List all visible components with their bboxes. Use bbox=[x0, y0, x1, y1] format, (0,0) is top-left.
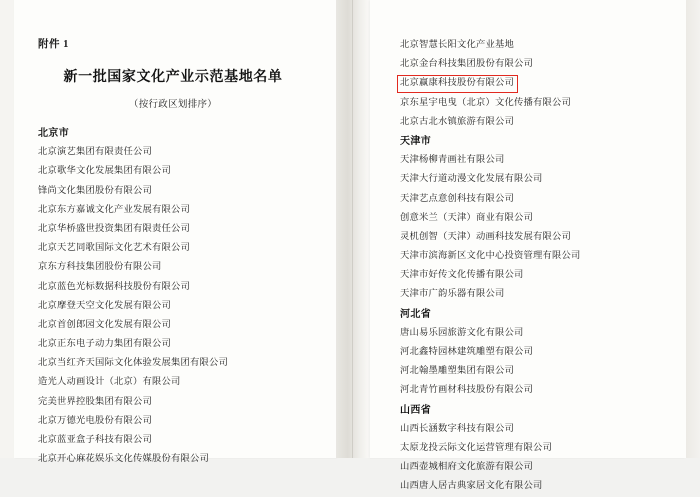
list-item bbox=[400, 190, 682, 209]
page-title: 新一批国家文化产业示范基地名单 bbox=[63, 70, 283, 85]
list-item bbox=[38, 278, 318, 297]
region-heading bbox=[38, 124, 318, 143]
region-heading-label: 山西省 bbox=[400, 404, 432, 416]
list-item bbox=[400, 343, 682, 362]
left-column-list bbox=[38, 124, 318, 469]
company-name: 北京蓝亚盒子科技有限公司 bbox=[38, 435, 152, 445]
list-item bbox=[400, 170, 682, 189]
list-item bbox=[400, 477, 682, 496]
company-name: 北京天艺同歌国际文化艺术有限公司 bbox=[38, 243, 190, 254]
company-name: 天津大行道动漫文化发展有限公司 bbox=[400, 174, 543, 185]
region-heading bbox=[400, 132, 682, 151]
region-heading bbox=[400, 401, 682, 420]
region-heading-label: 河北省 bbox=[400, 308, 432, 320]
list-item bbox=[400, 420, 682, 439]
company-name: 太原龙投云际文化运营管理有限公司 bbox=[400, 442, 552, 453]
list-item bbox=[400, 247, 682, 266]
list-item bbox=[38, 143, 318, 162]
right-column-list bbox=[400, 36, 682, 497]
company-name: 锋尚文化集团股份有限公司 bbox=[38, 185, 152, 196]
list-item bbox=[400, 228, 682, 247]
company-name: 北京当红齐天国际文化体验发展集团有限公司 bbox=[38, 358, 228, 369]
company-name: 北京正东电子动力集团有限公司 bbox=[38, 339, 171, 350]
company-name: 北京东方嘉诚文化产业发展有限公司 bbox=[38, 204, 190, 215]
list-item bbox=[38, 316, 318, 335]
list-item bbox=[400, 36, 682, 55]
region-heading-label: 北京市 bbox=[38, 128, 70, 139]
list-item bbox=[400, 94, 682, 113]
list-item bbox=[38, 258, 318, 277]
list-item bbox=[400, 439, 682, 458]
company-name: 天津杨柳青画社有限公司 bbox=[400, 155, 505, 166]
book-spine-line bbox=[352, 0, 353, 458]
list-item bbox=[38, 220, 318, 239]
region-heading-label: 天津市 bbox=[400, 135, 432, 147]
list-item bbox=[38, 162, 318, 181]
company-name: 河北青竹画材科技股份有限公司 bbox=[400, 385, 533, 396]
company-name: 北京古北水镇旅游有限公司 bbox=[400, 116, 514, 127]
company-name: 天津市好传文化传播有限公司 bbox=[400, 270, 524, 281]
company-name: 北京华桥盛世投资集团有限责任公司 bbox=[38, 223, 190, 234]
list-item bbox=[38, 335, 318, 354]
company-name: 山西长涵数字科技有限公司 bbox=[400, 423, 514, 434]
region-heading bbox=[400, 305, 682, 324]
company-name: 完美世界控股集团有限公司 bbox=[38, 396, 152, 407]
list-item bbox=[38, 412, 318, 431]
company-name: 山西唐人居古典家居文化有限公司 bbox=[400, 481, 543, 492]
list-item bbox=[38, 182, 318, 201]
attachment-label: 附件 1 bbox=[38, 39, 69, 50]
company-name: 河北鑫特园林建筑雕塑有限公司 bbox=[400, 347, 533, 357]
company-name: 北京开心麻花娱乐文化传媒股份有限公司 bbox=[38, 454, 209, 465]
highlighted-company-name: 北京赢康科技股份有限公司 bbox=[400, 74, 514, 93]
company-name: 北京摩登天空文化发展有限公司 bbox=[38, 300, 171, 311]
list-item bbox=[400, 458, 682, 477]
company-name: 北京演艺集团有限责任公司 bbox=[38, 147, 152, 158]
list-item bbox=[38, 297, 318, 316]
company-name: 创意米兰（天津）商业有限公司 bbox=[400, 212, 533, 223]
company-name: 北京智慧长阳文化产业基地 bbox=[400, 40, 514, 50]
list-item bbox=[38, 393, 318, 412]
company-name: 天津市广韵乐器有限公司 bbox=[400, 289, 505, 300]
page-subtitle: （按行政区划排序） bbox=[128, 100, 218, 110]
list-item bbox=[38, 201, 318, 220]
list-item bbox=[400, 381, 682, 400]
right-page-edge bbox=[686, 0, 700, 458]
company-name: 造光人动画设计（北京）有限公司 bbox=[38, 377, 181, 388]
list-item bbox=[38, 450, 318, 469]
list-item bbox=[400, 55, 682, 74]
list-item bbox=[38, 431, 318, 450]
company-name: 北京歌华文化发展集团有限公司 bbox=[38, 166, 171, 177]
list-item bbox=[400, 209, 682, 228]
list-item bbox=[400, 74, 682, 93]
list-item bbox=[400, 113, 682, 132]
company-name: 京东方科技集团股份有限公司 bbox=[38, 262, 162, 273]
company-name: 唐山易乐园旅游文化有限公司 bbox=[400, 327, 524, 338]
company-name: 河北翰墨雕塑集团有限公司 bbox=[400, 366, 514, 377]
list-item bbox=[400, 324, 682, 343]
list-item bbox=[38, 373, 318, 392]
book-spine-shadow bbox=[336, 0, 370, 458]
list-item bbox=[38, 239, 318, 258]
company-name: 天津艺点意创科技有限公司 bbox=[400, 193, 514, 204]
company-name: 北京首创郎园文化发展有限公司 bbox=[38, 319, 171, 330]
list-item bbox=[400, 362, 682, 381]
company-name: 京东星宇电曳（北京）文化传播有限公司 bbox=[400, 97, 571, 108]
list-item bbox=[400, 151, 682, 170]
highlight-rectangle bbox=[397, 75, 518, 92]
list-item bbox=[400, 285, 682, 304]
list-item bbox=[400, 266, 682, 285]
company-name: 北京金台科技集团股份有限公司 bbox=[400, 59, 533, 70]
company-name: 北京蓝色光标数据科技股份有限公司 bbox=[38, 281, 190, 292]
list-item bbox=[38, 354, 318, 373]
company-name: 山西壶城相府文化旅游有限公司 bbox=[400, 462, 533, 473]
company-name: 天津市滨海新区文化中心投资管理有限公司 bbox=[400, 251, 581, 262]
company-name: 灵机创智（天津）动画科技发展有限公司 bbox=[400, 231, 571, 242]
company-name: 北京万德光电股份有限公司 bbox=[38, 415, 152, 426]
